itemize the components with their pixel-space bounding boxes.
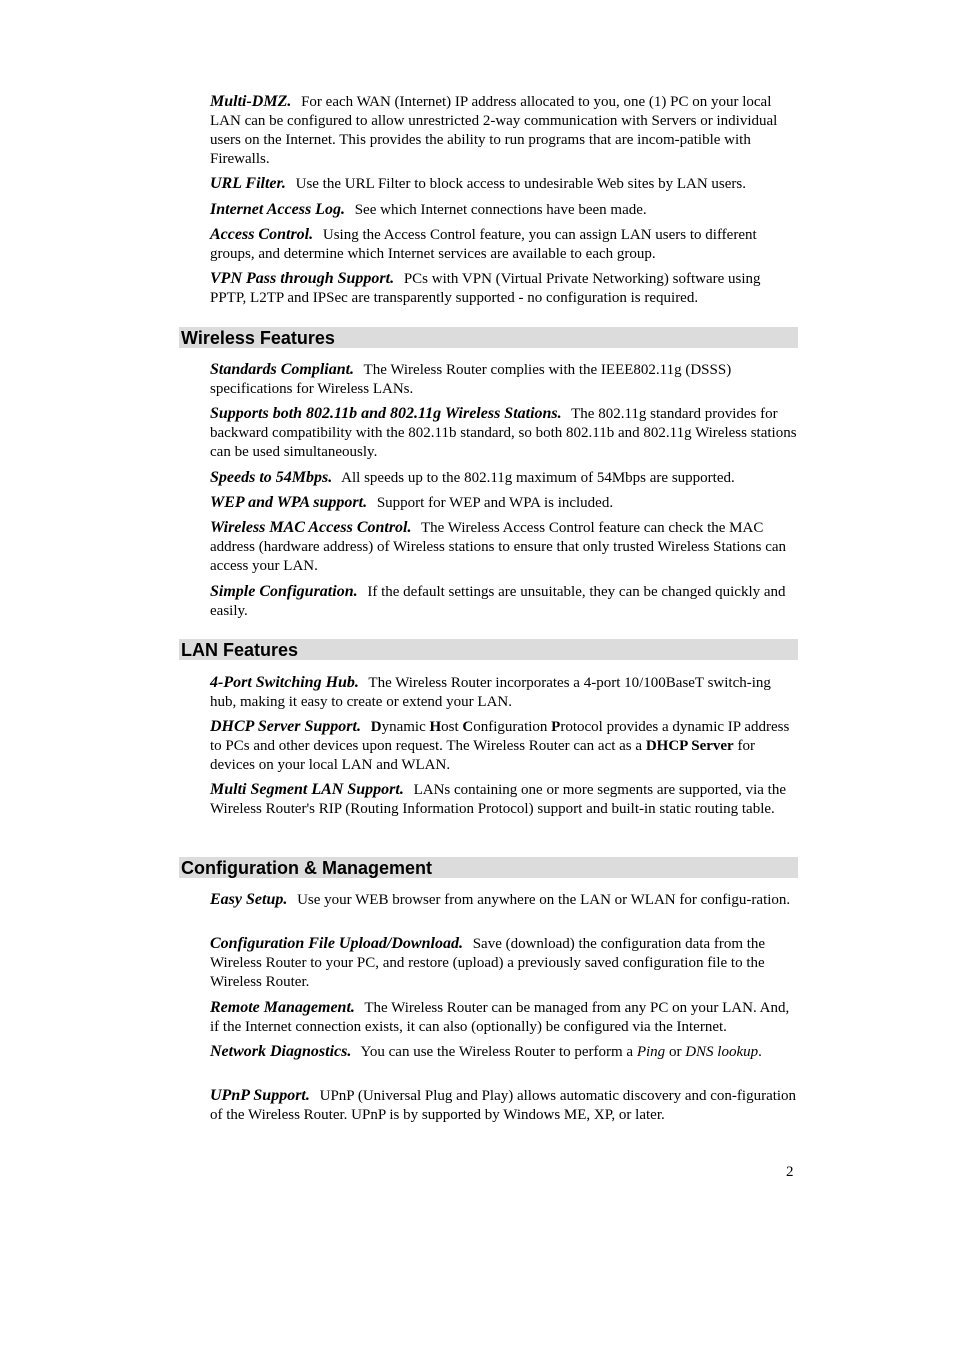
section-heading-lan: LAN Features: [179, 639, 798, 660]
entry-wep-wpa: [210, 493, 800, 513]
entry-term: Speeds to 54Mbps.: [210, 469, 333, 486]
entry-dhcp-server: [210, 717, 800, 775]
entry-term: WEP and WPA support.: [210, 494, 368, 511]
entry-text: PCs with VPN (Virtual Private Networking) software using PPTP, L2TP and IPSec are transparently supported - no configuration is required.: [210, 271, 761, 306]
page-number: 2: [786, 1164, 794, 1180]
entry-switching-hub: [210, 673, 800, 712]
entry-supports-both: [210, 404, 800, 462]
entry-text-part: You can use the Wireless Router to perform a: [360, 1044, 637, 1060]
section-heading-config: Configuration & Management: [179, 857, 798, 878]
entry-text: The 802.11g standard provides for backward compatibility with the 802.11b standard, so both 802.11b and 802.11g Wireless stations can be used simultaneously.: [210, 406, 797, 460]
entry-upnp-support: [210, 1086, 800, 1125]
entry-text-part: .: [758, 1044, 762, 1060]
entry-text-part: onfiguration: [473, 719, 552, 735]
entry-remote-management: [210, 998, 800, 1037]
entry-term: VPN Pass through Support.: [210, 270, 395, 287]
entry-text: Using the Access Control feature, you can assign LAN users to different groups, and determine which Internet services are available to each group.: [210, 227, 757, 262]
entry-text: The Wireless Access Control feature can check the MAC address (hardware address) of Wireless stations to ensure that only trusted Wireless Stations can access your LAN.: [210, 520, 787, 574]
entry-term: Wireless MAC Access Control.: [210, 519, 412, 536]
entry-term: Multi Segment LAN Support.: [210, 781, 404, 798]
entry-text: [361, 1044, 762, 1060]
entry-config-file: [210, 934, 800, 992]
entry-text-part: ost: [441, 719, 463, 735]
entry-vpn-pass-through: [210, 269, 800, 308]
entry-text: Save (download) the configuration data from the Wireless Router to your PC, and restore (upload) a previously saved configuration file to the Wireless Router.: [210, 936, 766, 990]
entry-multi-dmz: [210, 92, 800, 169]
entry-network-diagnostics: [210, 1042, 800, 1062]
section-heading-wireless: Wireless Features: [179, 327, 798, 348]
entry-term: UPnP Support.: [210, 1087, 310, 1104]
entry-term: Standards Compliant.: [210, 361, 355, 378]
entry-term: Network Diagnostics.: [210, 1043, 352, 1060]
acronym-letter: C: [462, 719, 474, 735]
entry-text-part: ynamic: [381, 719, 430, 735]
acronym-letter: D: [370, 719, 382, 735]
dhcp-server-term: DHCP Server: [645, 738, 734, 754]
entry-text: The Wireless Router incorporates a 4-port 10/100BaseT switch-ing hub, making it easy to create or extend your LAN.: [210, 675, 771, 710]
entry-standards-compliant: [210, 360, 800, 399]
entry-text: For each WAN (Internet) IP address allocated to you, one (1) PC on your local LAN can be configured to allow unrestricted 2-way communication with Servers or individual users on the Internet. This provides the ability to run programs that are incom-patible with Firewalls.: [210, 94, 778, 167]
acronym-letter: H: [429, 719, 442, 735]
entry-term: Supports both 802.11b and 802.11g Wireless Stations.: [210, 405, 562, 422]
entry-term: Simple Configuration.: [210, 583, 358, 600]
entry-text-part: rotocol provides a dynamic IP address to PCs and other devices upon request. The Wireless Router can act as a: [210, 719, 790, 754]
entry-text: The Wireless Router can be managed from any PC on your LAN. And, if the Internet connection exists, it can also (optionally) be configured via the Internet.: [210, 1000, 790, 1035]
entry-multi-segment: [210, 780, 800, 819]
acronym-letter: P: [551, 719, 561, 735]
entry-text: If the default settings are unsuitable, they can be changed quickly and easily.: [210, 584, 786, 619]
entry-text: Use your WEB browser from anywhere on the LAN or WLAN for configu-ration.: [297, 892, 791, 908]
entry-url-filter: [210, 174, 800, 194]
entry-easy-setup: [210, 890, 800, 910]
entry-term: Remote Management.: [210, 999, 355, 1016]
entry-access-control: [210, 225, 800, 264]
entry-text: The Wireless Router complies with the IEEE802.11g (DSSS) specifications for Wireless LANs.: [210, 362, 732, 397]
entry-term: URL Filter.: [210, 175, 286, 192]
entry-term: Configuration File Upload/Download.: [210, 935, 463, 952]
entry-wireless-mac: [210, 518, 800, 576]
entry-term: Easy Setup.: [210, 891, 288, 908]
entry-term: Internet Access Log.: [210, 201, 345, 218]
dns-lookup-term: DNS lookup: [685, 1044, 759, 1060]
entry-simple-config: [210, 582, 800, 621]
entry-text: Use the URL Filter to block access to undesirable Web sites by LAN users.: [295, 176, 746, 192]
entry-text: Support for WEP and WPA is included.: [376, 495, 614, 511]
entry-term: Access Control.: [210, 226, 314, 243]
entry-text: All speeds up to the 802.11g maximum of 54Mbps are supported.: [341, 470, 735, 486]
entry-text: UPnP (Universal Plug and Play) allows automatic discovery and con-figuration of the Wireless Router. UPnP is by supported by Windows ME, XP, or later.: [210, 1088, 797, 1123]
entry-internet-access-log: [210, 200, 800, 220]
entry-speeds: [210, 468, 800, 488]
entry-text-part: or: [665, 1044, 686, 1060]
entry-term: Multi-DMZ.: [210, 93, 292, 110]
entry-text-part: for devices on your local LAN and WLAN.: [210, 738, 755, 773]
entry-text: See which Internet connections have been made.: [354, 202, 647, 218]
entry-term: 4-Port Switching Hub.: [210, 674, 359, 691]
entry-term: DHCP Server Support.: [210, 718, 361, 735]
ping-term: Ping: [636, 1044, 666, 1060]
entry-text: LANs containing one or more segments are supported, via the Wireless Router's RIP (Routing Information Protocol) support and built-in static routing table.: [210, 782, 786, 817]
